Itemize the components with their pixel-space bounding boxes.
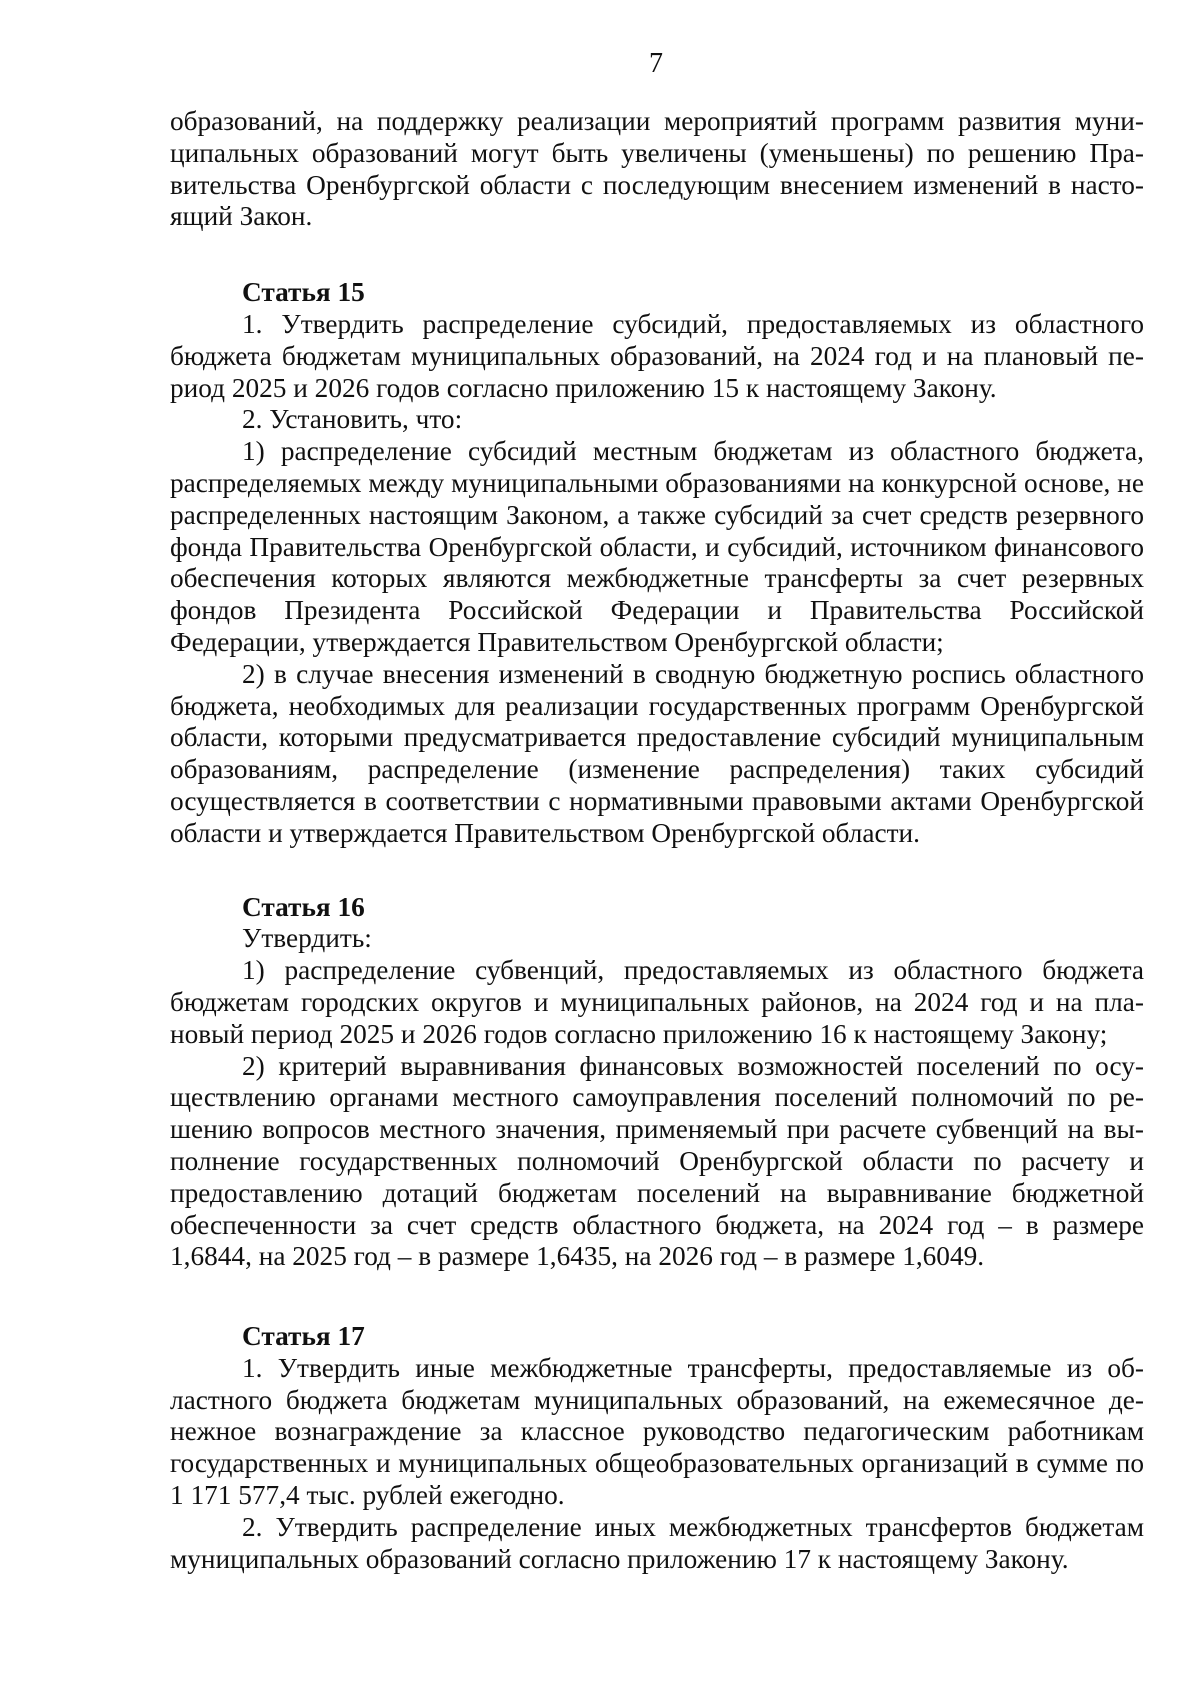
article-15-paragraph-4: 2) в случае внесения изменений в сводную бюджетную роспись областного бюджета, необходимых для реализации государственных программ Оренбургской области, которыми предусматривается предоставление субсидий муниципальным образованиям, распределение (изменение распределения) таких субсидий осуществляется в соответствии с нормативными правовыми актами Оренбургской области и утверждается Правительством Оренбургской области.: [170, 658, 1144, 848]
article-15-paragraph-2: 2. Установить, что:: [242, 404, 463, 435]
intro-paragraph: образований, на поддержку реализации мероприятий программ развития муниципальных образований могут быть увеличены (уменьшены) по решению Правительства Оренбургской области с последующим внесением изменений в настоящий Закон.: [170, 106, 1144, 232]
article-15-paragraph-1: 1. Утвердить распределение субсидий, предоставляемых из областного бюджета бюджетам муниципальных образований, на 2024 год и на плановый период 2025 и 2026 годов согласно приложению 15 к настоящему Закону.: [170, 308, 1144, 403]
document-body: [170, 106, 1144, 1575]
article-17-title: Статья 17: [242, 1321, 365, 1352]
article-15-paragraph-3: 1) распределение субсидий местным бюджетам из областного бюджета, распределяемых между муниципальными образованиями на конкурсной основе, не распределенных настоящим Законом, а также субсидий за счет средств резервного фонда Правительства Оренбургской области, и субсидий, источником финансового обеспечения которых являются межбюджетные трансферты за счет резервных фондов Президента Российской Федерации и Правительства Российской Федерации, утверждается Правительством Оренбургской области;: [170, 436, 1144, 657]
article-15-title: Статья 15: [242, 277, 365, 308]
article-16-title: Статья 16: [242, 891, 365, 922]
article-16: [170, 892, 1144, 1274]
article-16-paragraph-2: 1) распределение субвенций, предоставляемых из областного бюджета бюджетам городских округов и муниципальных районов, на 2024 год и на плановый период 2025 и 2026 годов согласно приложению 16 к настоящему Закону;: [170, 955, 1144, 1049]
article-17-paragraph-1: 1. Утвердить иные межбюджетные трансферты, предоставляемые из областного бюджета бюджетам муниципальных образований, на ежемесячное денежное вознаграждение за классное руководство педагогическим работникам государственных и муниципальных общеобразовательных организаций в сумме по 1 171 577,4 тыс. рублей ежегодно.: [170, 1352, 1144, 1511]
article-16-paragraph-3: 2) критерий выравнивания финансовых возможностей поселений по осуществлению органами местного самоуправления поселений полномочий по решению вопросов местного значения, применяемый при расчете субвенций на выполнение государственных полномочий Оренбургской области по расчету и предоставлению дотаций бюджетам поселений на выравнивание бюджетной обеспеченности за счет средств областного бюджета, на 2024 год – в размере 1,6844, на 2025 год – в размере 1,6435, на 2026 год – в размере 1,6049.: [170, 1050, 1144, 1272]
article-17-paragraph-2: 2. Утвердить распределение иных межбюджетных трансфертов бюджетам муниципальных образований согласно приложению 17 к настоящему Закону.: [170, 1511, 1144, 1574]
article-15: [170, 277, 1144, 849]
page-number: 7: [649, 48, 663, 79]
article-17: [170, 1321, 1144, 1575]
article-16-paragraph-1: Утвердить:: [242, 923, 372, 954]
